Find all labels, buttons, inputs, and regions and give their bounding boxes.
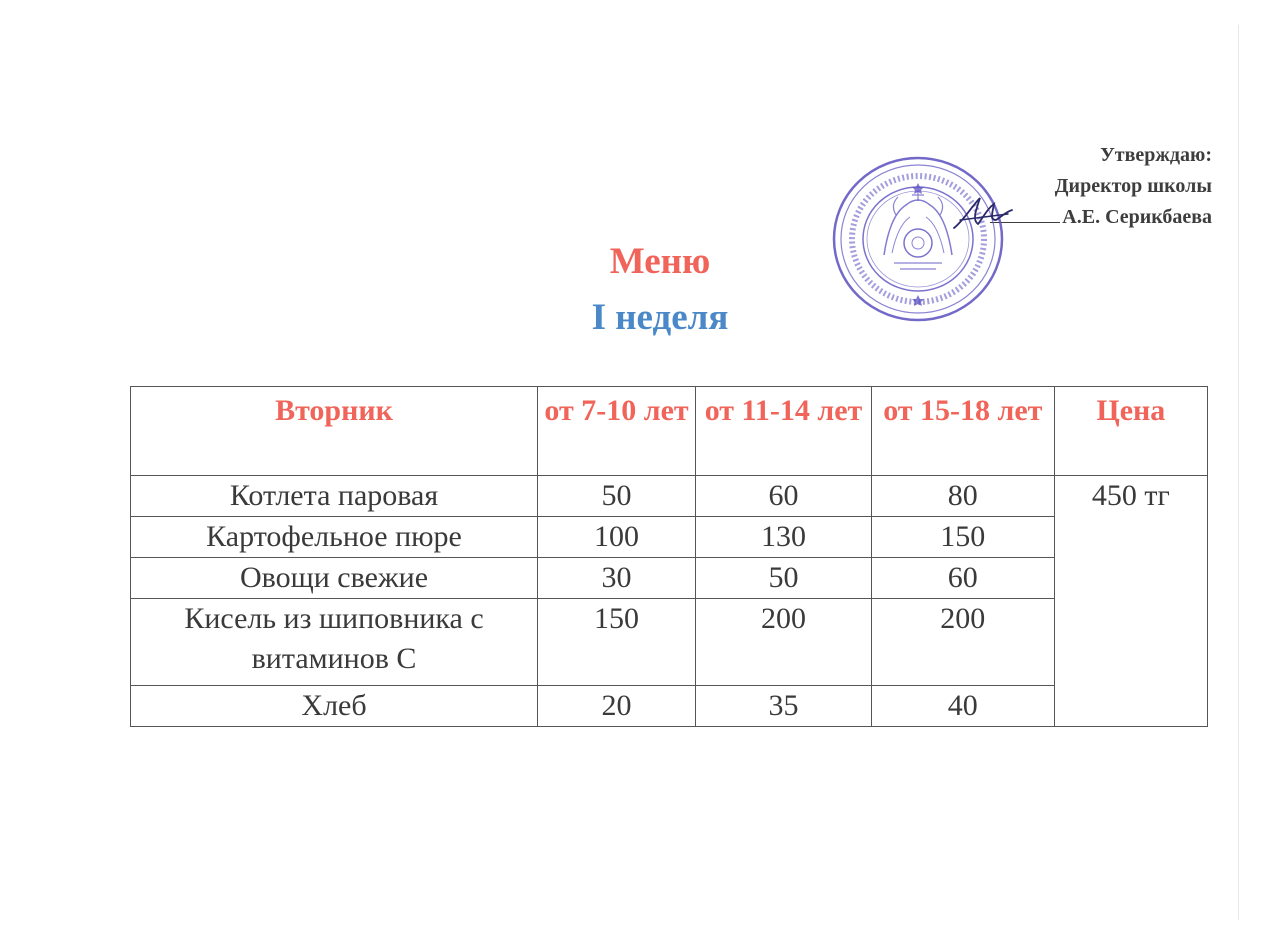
portion-15-18: 60 [871, 558, 1054, 599]
director-signature [950, 190, 1020, 235]
portion-11-14: 50 [696, 558, 872, 599]
table-row [131, 476, 1208, 517]
portion-7-10: 50 [538, 476, 696, 517]
header-price: Цена [1054, 387, 1207, 476]
portion-7-10: 150 [538, 599, 696, 686]
portion-11-14: 200 [696, 599, 872, 686]
dish-name: Картофельное пюре [131, 517, 538, 558]
official-stamp [832, 155, 1004, 323]
portion-15-18: 150 [871, 517, 1054, 558]
dish-name: Кисель из шиповника с витаминов С [131, 599, 538, 686]
approval-name-row [990, 202, 1212, 233]
table-row [131, 517, 1208, 558]
table-header-row [131, 387, 1208, 476]
dish-name: Хлеб [131, 686, 538, 727]
portion-15-18: 40 [871, 686, 1054, 727]
price-cell: 450 тг [1054, 476, 1207, 727]
portion-15-18: 80 [871, 476, 1054, 517]
table-row [131, 558, 1208, 599]
header-age-11-14: от 11-14 лет [696, 387, 872, 476]
portion-11-14: 130 [696, 517, 872, 558]
portion-11-14: 35 [696, 686, 872, 727]
portion-7-10: 30 [538, 558, 696, 599]
table-row [131, 686, 1208, 727]
page-edge [1238, 25, 1239, 920]
approval-position: Директор школы [1054, 175, 1212, 197]
dish-name: Овощи свежие [131, 558, 538, 599]
approval-name: А.Е. Серикбаева [1062, 206, 1212, 228]
portion-7-10: 100 [538, 517, 696, 558]
approval-block [990, 140, 1212, 233]
week-subtitle: I неделя [591, 297, 729, 338]
header-age-7-10: от 7-10 лет [538, 387, 696, 476]
approval-label: Утверждаю: [1100, 144, 1212, 166]
dish-name: Котлета паровая [131, 476, 538, 517]
portion-15-18: 200 [871, 599, 1054, 686]
menu-table [130, 386, 1208, 727]
header-day: Вторник [131, 387, 538, 476]
portion-11-14: 60 [696, 476, 872, 517]
page-title: Меню [609, 241, 711, 282]
portion-7-10: 20 [538, 686, 696, 727]
table-row [131, 599, 1208, 686]
header-age-15-18: от 15-18 лет [871, 387, 1054, 476]
